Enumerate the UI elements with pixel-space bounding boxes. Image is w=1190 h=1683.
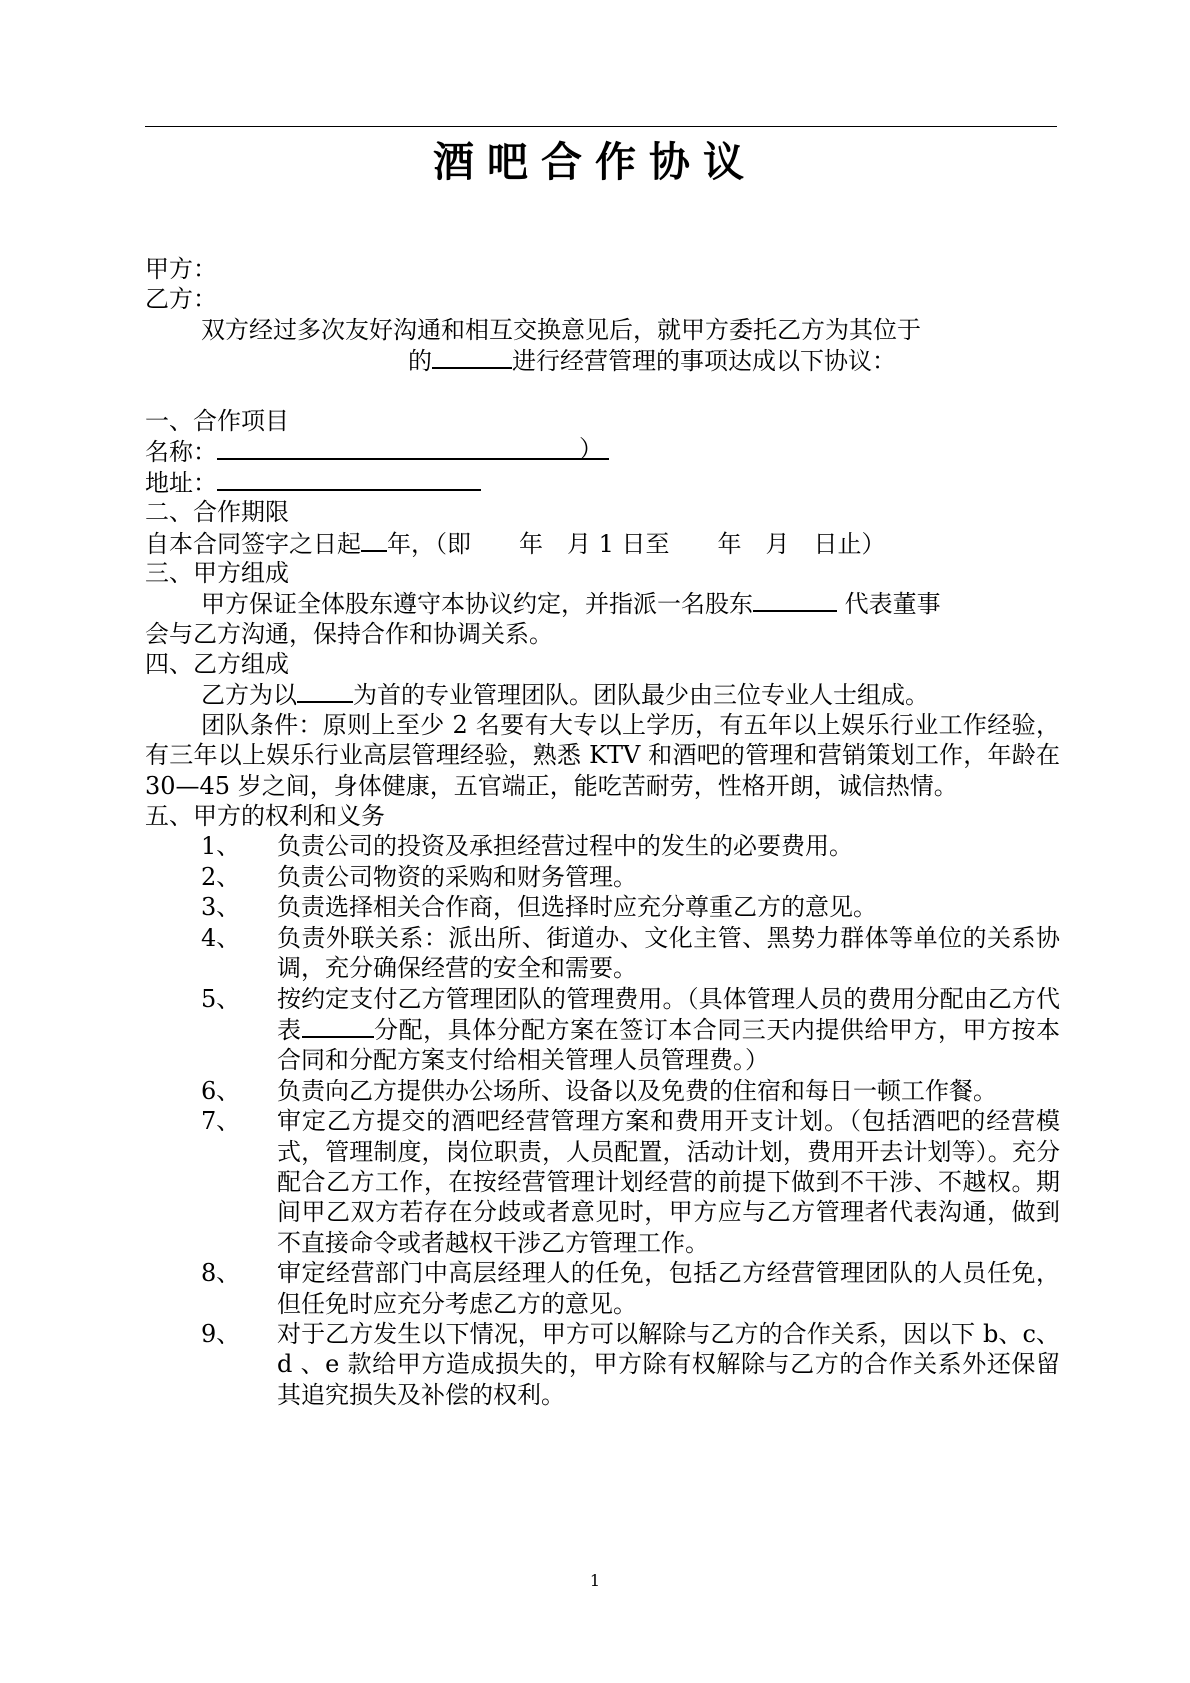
list-item bbox=[145, 831, 1060, 861]
list-item bbox=[145, 923, 1060, 984]
representative-blank bbox=[302, 1014, 374, 1038]
item-5-text-b: 分配，具体分配方案在签订本合同三天内提供给甲方，甲方按本合同和分配方案支付给相关管理人员管理费。） bbox=[277, 1015, 1061, 1075]
item-text: 对于乙方发生以下情况，甲方可以解除与乙方的合作关系，因以下 b、c、d 、e 款给甲方造成损失的，甲方除有权解除与乙方的合作关系外还保留其追究损失及补偿的权利。 bbox=[277, 1319, 1060, 1409]
s3-line-2: 会与乙方沟通，保持合作和协调关系。 bbox=[145, 619, 553, 648]
item-number: 6、 bbox=[201, 1076, 241, 1105]
section-2-heading: 二、合作期限 bbox=[145, 498, 289, 527]
item-text: 负责选择相关合作商，但选择时应充分尊重乙方的意见。 bbox=[277, 893, 877, 922]
years-blank bbox=[361, 528, 387, 552]
team-conditions: 团队条件：原则上至少 2 名要有大专以上学历，有五年以上娱乐行业工作经验，有三年以上娱乐行业高层管理经验，熟悉 KTV 和酒吧的管理和营销策划工作，年龄在 30—45 岁之间，身体健康，五官端正，能吃苦耐劳，性格开朗，诚信热情。 bbox=[145, 710, 1060, 800]
name-row bbox=[145, 436, 1060, 466]
list-item bbox=[145, 1106, 1060, 1258]
address-label: 地址： bbox=[145, 468, 217, 497]
list-item bbox=[145, 1076, 1060, 1106]
item-number: 9、 bbox=[201, 1319, 241, 1348]
list-item bbox=[145, 1258, 1060, 1319]
list-item bbox=[145, 984, 1060, 1076]
item-number: 7、 bbox=[201, 1107, 241, 1136]
s4-line-1 bbox=[145, 679, 1060, 709]
item-text: 审定经营部门中高层经理人的任免，包括乙方经营管理团队的人员任免，但任免时应充分考虑乙方的意见。 bbox=[277, 1259, 1060, 1318]
item-text: 负责外联关系：派出所、街道办、文化主管、黑势力群体等单位的关系协调，充分确保经营的安全和需要。 bbox=[277, 923, 1060, 983]
item-number: 5、 bbox=[201, 984, 241, 1013]
intro-of: 的 bbox=[408, 347, 432, 376]
shareholder-blank bbox=[753, 588, 837, 612]
name-label: 名称： bbox=[145, 438, 217, 467]
list-item bbox=[145, 1319, 1060, 1410]
list-item bbox=[145, 892, 1060, 922]
term-text-b: 年，（即 年 月 1 日至 年 月 日止） bbox=[387, 529, 886, 558]
section-4-heading: 四、乙方组成 bbox=[145, 650, 289, 679]
s3-text-a: 甲方保证全体股东遵守本协议约定，并指派一名股东 bbox=[201, 590, 753, 619]
party-a-label: 甲方： bbox=[145, 255, 217, 283]
item-text: 负责向乙方提供办公场所、设备以及免费的住宿和每日一顿工作餐。 bbox=[277, 1076, 997, 1105]
item-text: 审定乙方提交的酒吧经营管理方案和费用开支计划。（包括酒吧的经营模式，管理制度，岗位职责，人员配置，活动计划，费用开去计划等）。充分配合乙方工作，在按经营管理计划经营的前提下做到不干涉、不越权。期间甲乙双方若存在分歧或者意见时，甲方应与乙方管理者代表沟通，做到不直接命令或者越权干涉乙方管理工作。 bbox=[277, 1107, 1060, 1257]
name-suffix: ） bbox=[579, 434, 603, 463]
list-item bbox=[145, 862, 1060, 892]
page-number: 1 bbox=[589, 1571, 601, 1590]
party-b-label: 乙方： bbox=[145, 285, 217, 314]
intro-line-2 bbox=[145, 345, 1060, 375]
item-number: 4、 bbox=[201, 923, 241, 952]
s4-text-b: 为首的专业管理团队。团队最少由三位专业人士组成。 bbox=[353, 681, 929, 710]
document-body bbox=[145, 254, 1060, 1410]
section-3-heading: 三、甲方组成 bbox=[145, 558, 289, 587]
s4-text-a: 乙方为以 bbox=[201, 681, 297, 710]
name-blank bbox=[217, 434, 609, 463]
item-number: 2、 bbox=[201, 862, 241, 891]
s3-text-b: 代表董事 bbox=[837, 590, 941, 619]
document-title: 酒吧合作协议 bbox=[433, 138, 757, 186]
spacer bbox=[145, 376, 1060, 406]
intro-rest: 进行经营管理的事项达成以下协议： bbox=[512, 347, 896, 376]
section-1-heading: 一、合作项目 bbox=[145, 406, 289, 435]
address-row bbox=[145, 467, 1060, 497]
item-5-text-a: 按约定支付乙方管理团队的管理费用。（具体管理人员的费用分配由乙方代表 bbox=[277, 984, 1060, 1044]
item-text: 负责公司的投资及承担经营过程中的发生的必要费用。 bbox=[277, 832, 853, 861]
item-number: 8、 bbox=[201, 1259, 241, 1288]
section-5-heading: 五、甲方的权利和义务 bbox=[145, 802, 385, 831]
venue-blank bbox=[432, 345, 512, 369]
s3-line-1 bbox=[145, 588, 1060, 618]
intro-line-1: 双方经过多次友好沟通和相互交换意见后，就甲方委托乙方为其位于 bbox=[201, 315, 921, 344]
address-blank bbox=[217, 467, 481, 491]
term-row bbox=[145, 528, 1060, 558]
item-text: 负责公司物资的采购和财务管理。 bbox=[277, 862, 637, 891]
item-text bbox=[277, 984, 1060, 1076]
leader-blank bbox=[297, 679, 353, 703]
term-text-a: 自本合同签字之日起 bbox=[145, 529, 361, 558]
item-number: 1、 bbox=[201, 832, 241, 861]
item-number: 3、 bbox=[201, 893, 241, 922]
header-rule bbox=[145, 126, 1057, 127]
